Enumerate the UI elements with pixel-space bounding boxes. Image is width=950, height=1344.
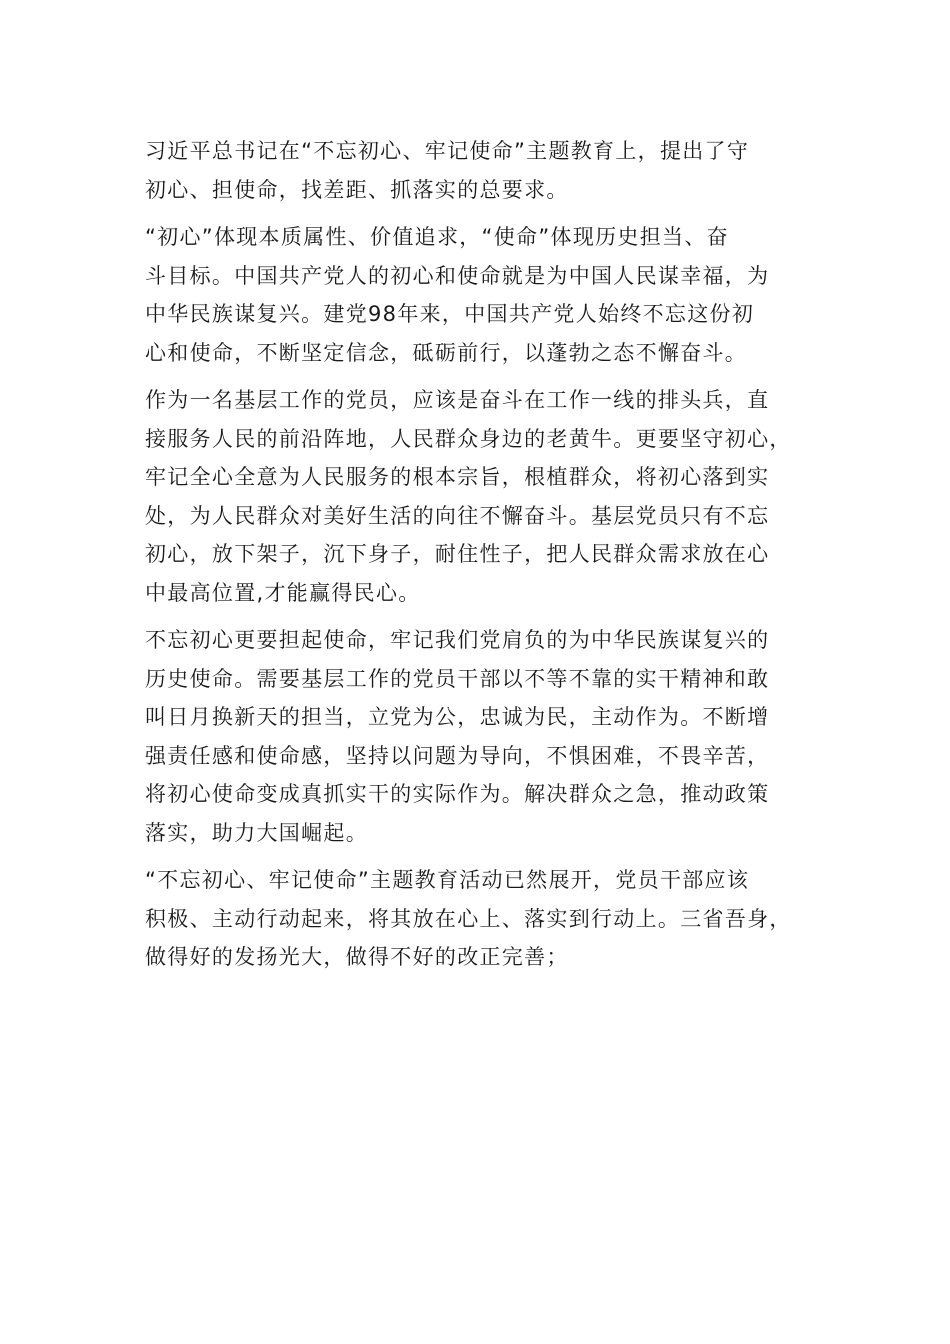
text-line: 牢记全心全意为人民服务的根本宗旨，根植群众，将初心落到实 [145,465,770,489]
text-line: 做得好的发扬光大，做得不好的改正完善； [145,945,569,969]
text-line: 强责任感和使命感，坚持以问题为导向，不惧困难，不畏辛苦， [145,743,770,768]
text-line: 中最高位置,才能赢得民心。 [145,580,421,605]
text-line: 斗目标。中国共产党人的初心和使命就是为中国人民谋幸福，为 [145,263,770,288]
text-line: 叫日月换新天的担当，立党为公，忠诚为民，主动作为。不断增 [145,705,770,729]
text-line: 将初心使命变成真抓实干的实际作为。解决群众之急，推动政策 [145,782,770,806]
paragraph-2 [145,218,815,372]
text-line: 不忘初心更要担起使命，牢记我们党肩负的为中华民族谋复兴的 [145,628,770,652]
text-line: “初心”体现本质属性、价值追求，“使命”体现历史担当、奋 [145,225,729,249]
text-line: 积极、主动行动起来，将其放在心上、落实到行动上。三省吾身， [145,906,792,931]
text-line: “不忘初心、牢记使命”主题教育活动已然展开，党员干部应该 [145,868,750,892]
paragraph-3 [145,381,815,612]
text-line: 历史使命。需要基层工作的党员干部以不等不靠的实干精神和敢 [145,666,770,691]
paragraph-4 [145,621,815,852]
paragraph-5 [145,861,815,977]
text-line: 接服务人民的前沿阵地，人民群众身边的老黄牛。更要坚守初心， [145,426,792,451]
text-line: 落实，助力大国崛起。 [145,820,368,845]
document-body [145,132,815,986]
text-line: 作为一名基层工作的党员，应该是奋斗在工作一线的排头兵，直 [145,388,770,412]
paragraph-1 [145,132,815,209]
text-line: 初心、担使命，找差距、抓落实的总要求。 [145,177,569,202]
text-line: 初心，放下架子，沉下身子，耐住性子，把人民群众需求放在心 [145,542,770,566]
text-line: 中华民族谋复兴。建党98年来，中国共产党人始终不忘这份初 [145,302,755,326]
text-line: 心和使命，不断坚定信念，砥砺前行，以蓬勃之态不懈奋斗。 [145,340,748,365]
text-line: 处，为人民群众对美好生活的向往不懈奋斗。基层党员只有不忘 [145,503,770,528]
text-line: 习近平总书记在“不忘初心、牢记使命”主题教育上，提出了守 [145,139,750,163]
